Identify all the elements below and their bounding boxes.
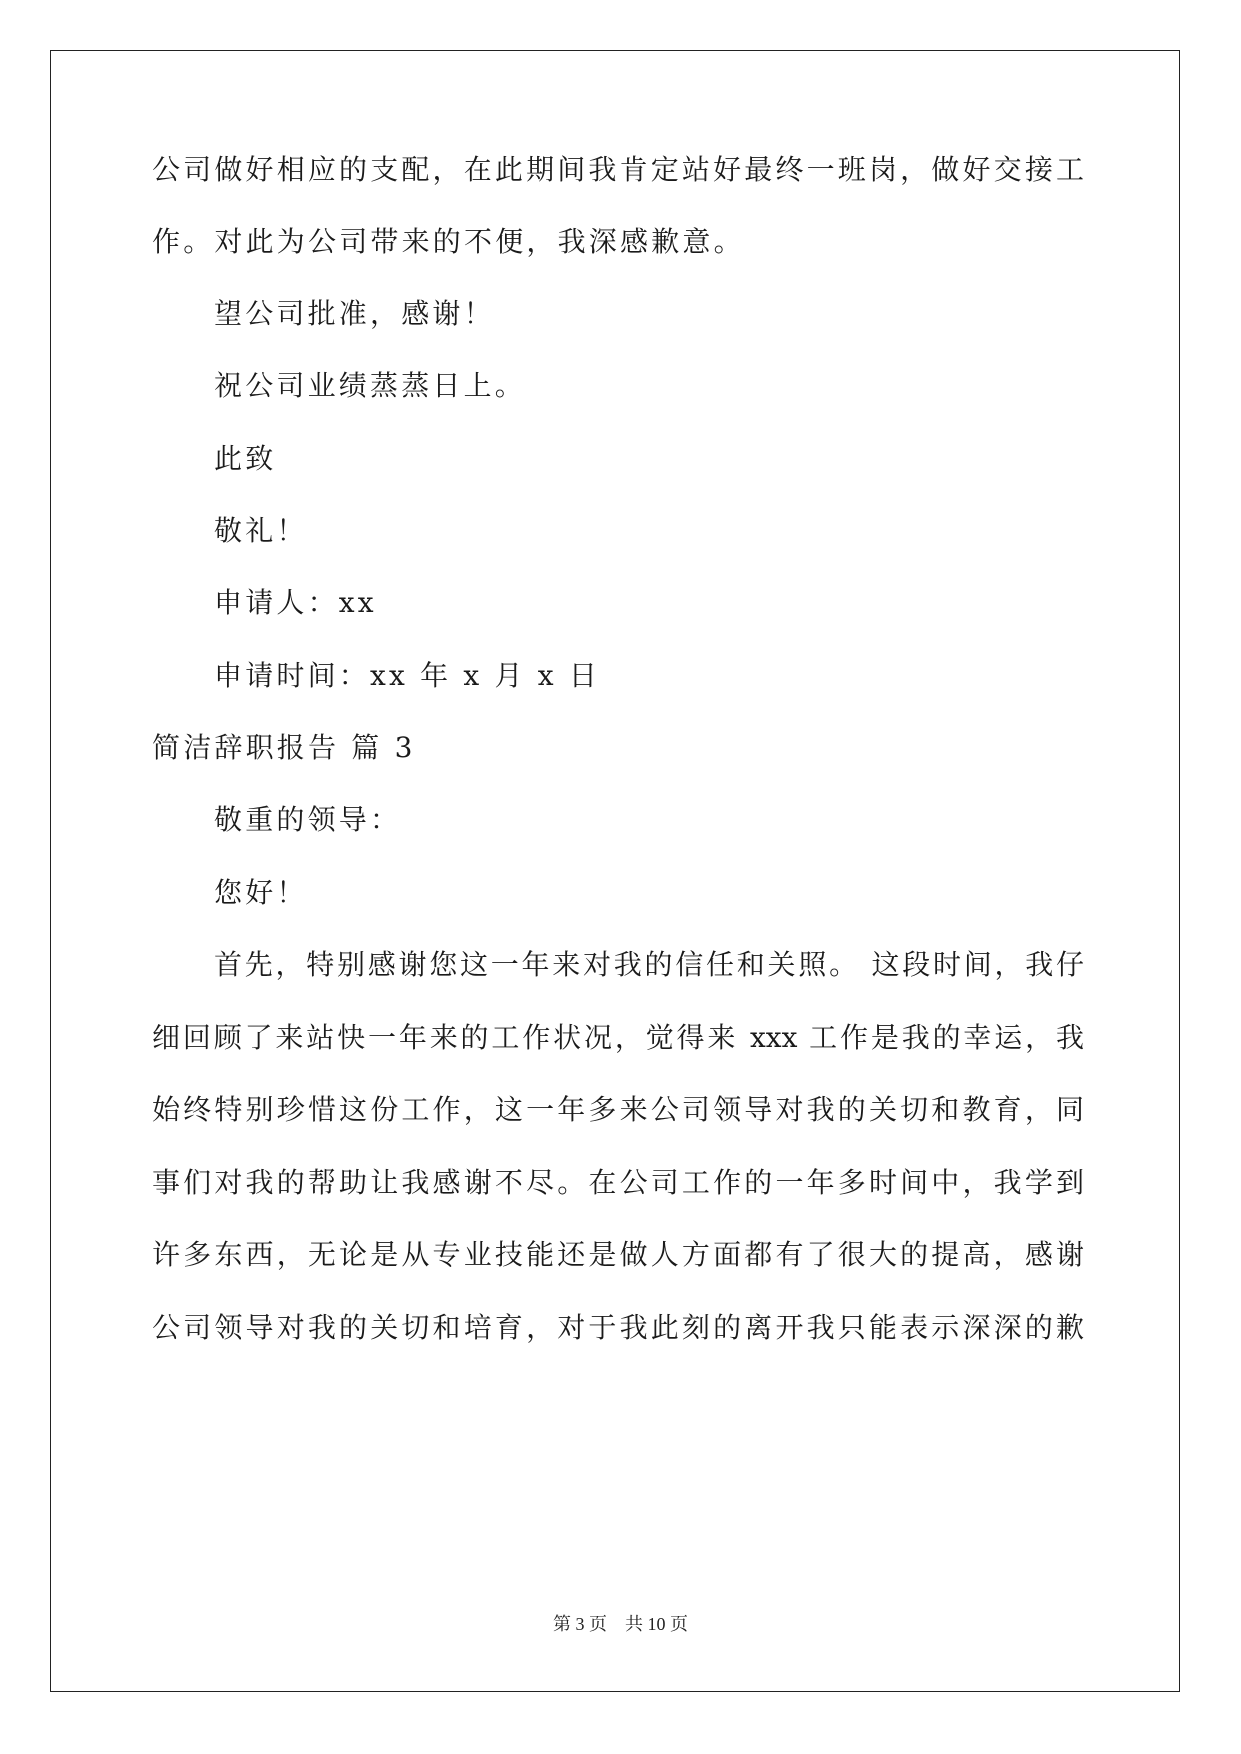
body-line: 公司做好相应的支配，在此期间我肯定站好最终一班岗，做好交接工 [152,153,1084,186]
applicant-line: 申请人：xx [214,586,377,619]
page-number: 第 3 页 共 10 页 [553,1614,688,1634]
date-line: 申请时间：xx 年 x 月 x 日 [214,659,601,692]
body-line: 始终特别珍惜这份工作，这一年多来公司领导对我的关切和教育，同 [152,1093,1084,1126]
greeting: 您好！ [214,876,308,909]
body-line: 敬礼！ [214,514,308,547]
body-line: 事们对我的帮助让我感谢不尽。在公司工作的一年多时间中，我学到 [152,1166,1084,1199]
body-line: 望公司批准，感谢！ [214,297,495,330]
body-line: 作。对此为公司带来的不便，我深感歉意。 [152,225,745,258]
section-heading: 简洁辞职报告 篇 3 [152,731,416,764]
body-line: 祝公司业绩蒸蒸日上。 [214,369,527,402]
body-line: 公司领导对我的关切和培育，对于我此刻的离开我只能表示深深的歉 [152,1311,1084,1344]
salutation: 敬重的领导： [214,803,402,836]
body-line: 许多东西，无论是从专业技能还是做人方面都有了很大的提高，感谢 [152,1238,1084,1271]
body-line: 此致 [214,442,277,475]
body-line: 首先，特别感谢您这一年来对我的信任和关照。 这段时间，我仔 [214,948,1084,981]
body-line: 细回顾了来站快一年来的工作状况，觉得来 xxx 工作是我的幸运，我 [152,1021,1084,1054]
